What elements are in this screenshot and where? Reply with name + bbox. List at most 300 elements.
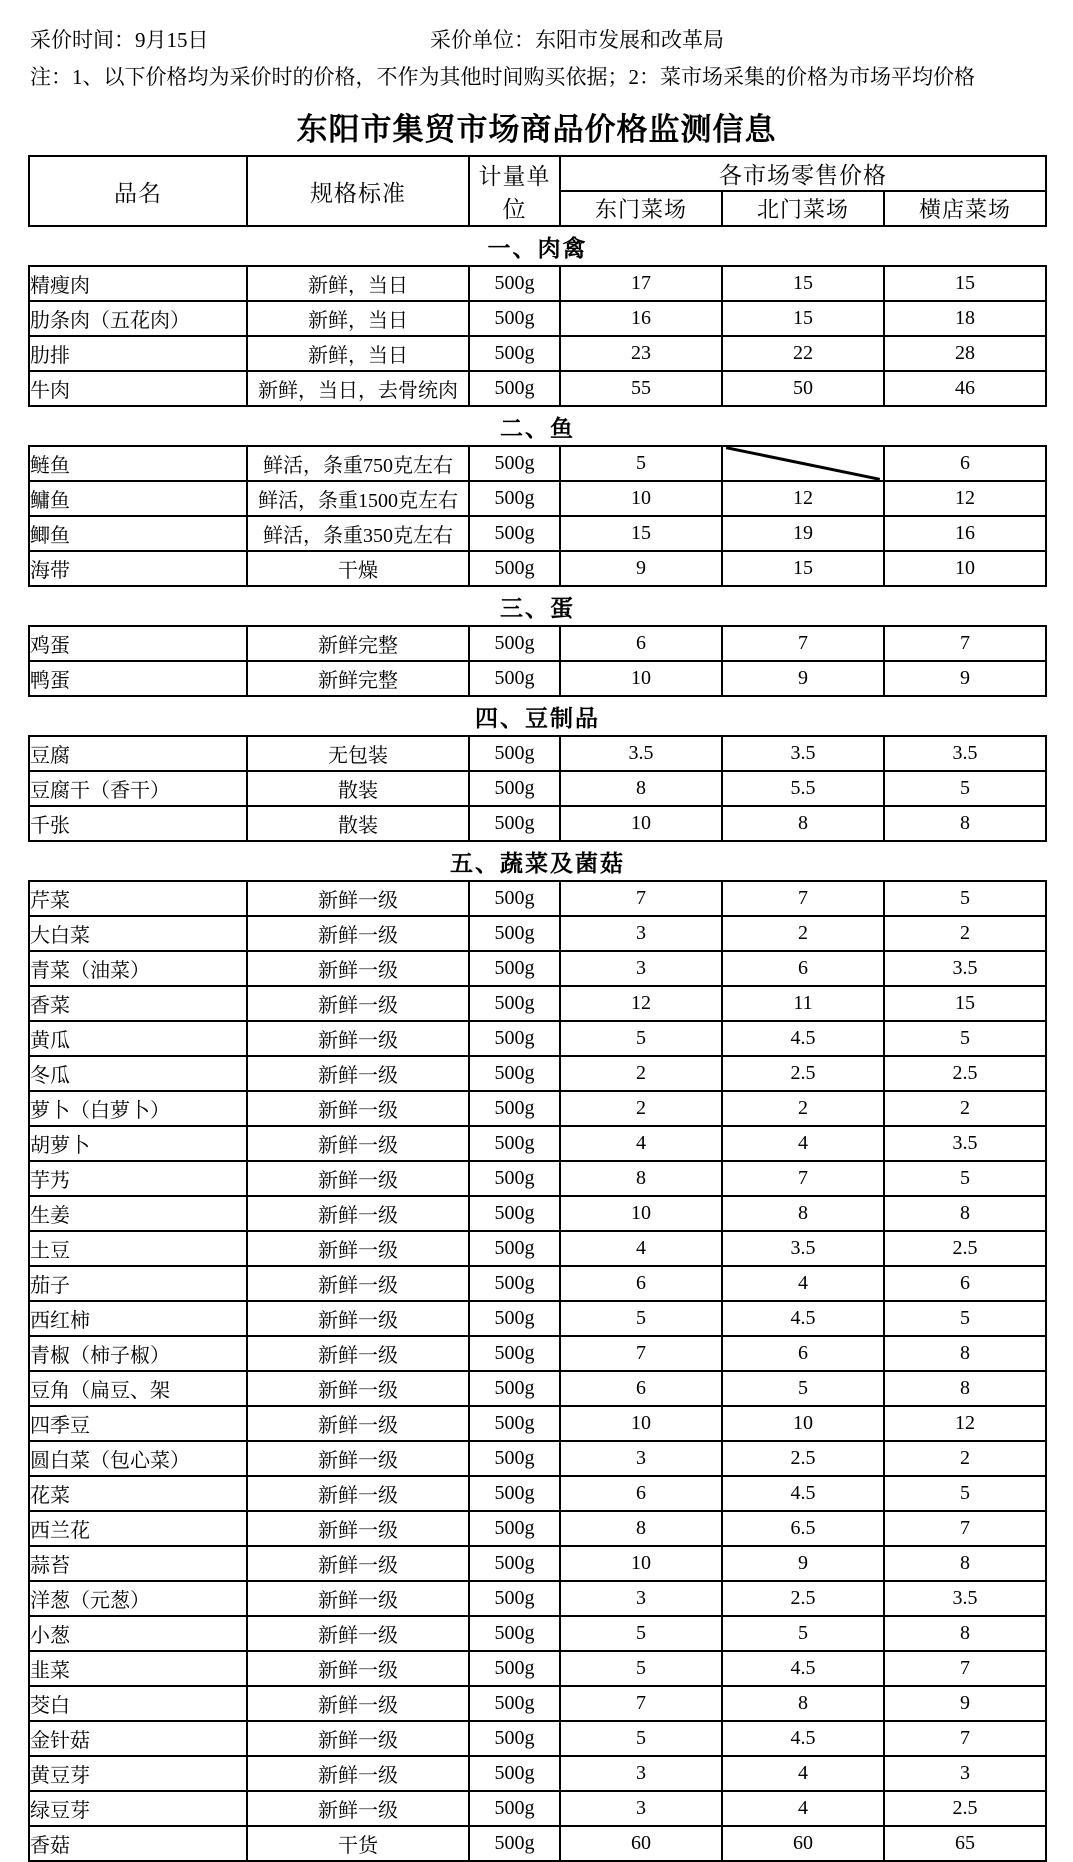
cell-price-beimen: 8 — [722, 806, 884, 841]
cell-item-name: 西兰花 — [29, 1511, 247, 1546]
cell-price-beimen: 4 — [722, 1791, 884, 1826]
cell-price-beimen: 7 — [722, 626, 884, 661]
table-row — [29, 301, 1046, 336]
cell-price-hengdian: 3.5 — [884, 951, 1046, 986]
cell-price-hengdian: 15 — [884, 986, 1046, 1021]
cell-unit: 500g — [469, 1476, 560, 1511]
cell-unit: 500g — [469, 1441, 560, 1476]
cell-item-name: 鸭蛋 — [29, 661, 247, 696]
cell-spec: 新鲜一级 — [247, 1791, 469, 1826]
col-header-market-hengdian: 横店菜场 — [884, 191, 1046, 226]
cell-item-name: 鲢鱼 — [29, 446, 247, 481]
cell-spec: 新鲜一级 — [247, 1336, 469, 1371]
cell-price-dongmen: 7 — [560, 1686, 722, 1721]
cell-item-name: 生姜 — [29, 1196, 247, 1231]
cell-price-beimen: 6.5 — [722, 1511, 884, 1546]
cell-price-dongmen: 5 — [560, 1721, 722, 1756]
cell-unit: 500g — [469, 1791, 560, 1826]
cell-price-dongmen: 5 — [560, 1021, 722, 1056]
cell-price-hengdian: 3.5 — [884, 736, 1046, 771]
section-title: 三、蛋 — [29, 586, 1046, 626]
table-row — [29, 551, 1046, 586]
cell-unit: 500g — [469, 1161, 560, 1196]
table-row — [29, 481, 1046, 516]
cell-spec: 新鲜一级 — [247, 1231, 469, 1266]
section-header-row — [29, 841, 1046, 881]
cell-price-beimen: 4 — [722, 1756, 884, 1791]
col-header-market-beimen: 北门菜场 — [722, 191, 884, 226]
cell-spec: 新鲜一级 — [247, 1511, 469, 1546]
cell-price-dongmen: 12 — [560, 986, 722, 1021]
cell-unit: 500g — [469, 626, 560, 661]
table-row — [29, 1231, 1046, 1266]
table-row — [29, 1476, 1046, 1511]
table-row — [29, 736, 1046, 771]
table-row — [29, 881, 1046, 916]
cell-unit: 500g — [469, 771, 560, 806]
cell-price-hengdian: 2.5 — [884, 1056, 1046, 1091]
table-row — [29, 1371, 1046, 1406]
cell-price-beimen: 4.5 — [722, 1721, 884, 1756]
cell-unit: 500g — [469, 1266, 560, 1301]
cell-item-name: 胡萝卜 — [29, 1126, 247, 1161]
cell-price-beimen: 2 — [722, 916, 884, 951]
cell-unit: 500g — [469, 1371, 560, 1406]
cell-price-beimen: 15 — [722, 266, 884, 301]
cell-price-beimen: 15 — [722, 301, 884, 336]
cell-item-name: 大白菜 — [29, 916, 247, 951]
cell-price-hengdian: 8 — [884, 1546, 1046, 1581]
cell-spec: 新鲜一级 — [247, 1021, 469, 1056]
cell-spec: 新鲜一级 — [247, 1301, 469, 1336]
cell-price-beimen: 7 — [722, 1161, 884, 1196]
cell-price-dongmen: 3 — [560, 1581, 722, 1616]
cell-price-dongmen: 10 — [560, 806, 722, 841]
cell-unit: 500g — [469, 481, 560, 516]
cell-price-dongmen: 3 — [560, 916, 722, 951]
cell-price-beimen: 3.5 — [722, 1231, 884, 1266]
cell-spec: 无包装 — [247, 736, 469, 771]
cell-spec: 鲜活，条重350克左右 — [247, 516, 469, 551]
table-row — [29, 1126, 1046, 1161]
cell-unit: 500g — [469, 1511, 560, 1546]
meta-header-line — [30, 26, 1043, 56]
cell-price-dongmen: 7 — [560, 881, 722, 916]
table-row — [29, 806, 1046, 841]
cell-item-name: 芹菜 — [29, 881, 247, 916]
cell-price-dongmen: 5 — [560, 446, 722, 481]
cell-spec: 干燥 — [247, 551, 469, 586]
cell-price-beimen-no-data — [722, 446, 884, 481]
survey-note: 注：1、以下价格均为采价时的价格，不作为其他时间购买依据；2：菜市场采集的价格为市场平均价格 — [30, 64, 975, 89]
cell-price-dongmen: 2 — [560, 1056, 722, 1091]
table-row — [29, 446, 1046, 481]
cell-unit: 500g — [469, 1196, 560, 1231]
table-row — [29, 1056, 1046, 1091]
cell-unit: 500g — [469, 1581, 560, 1616]
cell-item-name: 芋艿 — [29, 1161, 247, 1196]
cell-price-beimen: 10 — [722, 1406, 884, 1441]
cell-price-beimen: 12 — [722, 481, 884, 516]
table-row — [29, 661, 1046, 696]
cell-price-dongmen: 55 — [560, 371, 722, 406]
table-row — [29, 1511, 1046, 1546]
cell-item-name: 金针菇 — [29, 1721, 247, 1756]
cell-unit: 500g — [469, 1091, 560, 1126]
cell-price-hengdian: 7 — [884, 1511, 1046, 1546]
cell-spec: 新鲜，当日，去骨统肉 — [247, 371, 469, 406]
cell-item-name: 千张 — [29, 806, 247, 841]
cell-spec: 新鲜一级 — [247, 1441, 469, 1476]
cell-price-dongmen: 60 — [560, 1826, 722, 1861]
cell-price-dongmen: 10 — [560, 1196, 722, 1231]
col-header-unit: 计量单位 — [469, 156, 560, 226]
cell-price-hengdian: 15 — [884, 266, 1046, 301]
cell-price-dongmen: 8 — [560, 1161, 722, 1196]
cell-spec: 新鲜一级 — [247, 951, 469, 986]
cell-price-hengdian: 2.5 — [884, 1791, 1046, 1826]
table-header — [29, 156, 1046, 226]
cell-price-dongmen: 10 — [560, 1406, 722, 1441]
table-row — [29, 336, 1046, 371]
cell-price-hengdian: 2 — [884, 1441, 1046, 1476]
cell-unit: 500g — [469, 1686, 560, 1721]
cell-item-name: 精瘦肉 — [29, 266, 247, 301]
table-row — [29, 1546, 1046, 1581]
cell-price-beimen: 4 — [722, 1266, 884, 1301]
cell-unit: 500g — [469, 951, 560, 986]
cell-price-hengdian: 28 — [884, 336, 1046, 371]
cell-price-dongmen: 17 — [560, 266, 722, 301]
cell-price-hengdian: 65 — [884, 1826, 1046, 1861]
cell-spec: 新鲜一级 — [247, 1406, 469, 1441]
cell-item-name: 小葱 — [29, 1616, 247, 1651]
cell-price-hengdian: 5 — [884, 1301, 1046, 1336]
cell-price-beimen: 7 — [722, 881, 884, 916]
table-row — [29, 1336, 1046, 1371]
cell-spec: 新鲜一级 — [247, 986, 469, 1021]
cell-item-name: 香菇 — [29, 1826, 247, 1861]
cell-price-hengdian: 2 — [884, 916, 1046, 951]
cell-unit: 500g — [469, 986, 560, 1021]
cell-unit: 500g — [469, 1056, 560, 1091]
cell-price-dongmen: 8 — [560, 771, 722, 806]
cell-spec: 新鲜一级 — [247, 1476, 469, 1511]
cell-item-name: 西红柿 — [29, 1301, 247, 1336]
cell-spec: 干货 — [247, 1826, 469, 1861]
cell-price-dongmen: 10 — [560, 481, 722, 516]
table-body — [29, 226, 1046, 1861]
cell-unit: 500g — [469, 516, 560, 551]
cell-price-hengdian: 8 — [884, 1336, 1046, 1371]
cell-price-dongmen: 3 — [560, 1756, 722, 1791]
section-header-row — [29, 696, 1046, 736]
cell-item-name: 海带 — [29, 551, 247, 586]
cell-spec: 新鲜一级 — [247, 1616, 469, 1651]
cell-price-dongmen: 8 — [560, 1511, 722, 1546]
cell-unit: 500g — [469, 336, 560, 371]
cell-item-name: 青椒（柿子椒） — [29, 1336, 247, 1371]
cell-spec: 散装 — [247, 771, 469, 806]
cell-item-name: 鲫鱼 — [29, 516, 247, 551]
cell-item-name: 茄子 — [29, 1266, 247, 1301]
cell-price-dongmen: 5 — [560, 1301, 722, 1336]
cell-unit: 500g — [469, 266, 560, 301]
cell-item-name: 香菜 — [29, 986, 247, 1021]
section-title: 四、豆制品 — [29, 696, 1046, 736]
cell-unit: 500g — [469, 661, 560, 696]
cell-unit: 500g — [469, 551, 560, 586]
cell-spec: 新鲜一级 — [247, 1686, 469, 1721]
cell-price-hengdian: 12 — [884, 1406, 1046, 1441]
cell-price-hengdian: 5 — [884, 1161, 1046, 1196]
cell-item-name: 肋排 — [29, 336, 247, 371]
cell-unit: 500g — [469, 371, 560, 406]
cell-spec: 鲜活，条重1500克左右 — [247, 481, 469, 516]
cell-spec: 新鲜，当日 — [247, 336, 469, 371]
cell-unit: 500g — [469, 736, 560, 771]
cell-price-hengdian: 46 — [884, 371, 1046, 406]
cell-spec: 新鲜一级 — [247, 1546, 469, 1581]
cell-item-name: 黄瓜 — [29, 1021, 247, 1056]
cell-price-beimen: 9 — [722, 1546, 884, 1581]
table-row — [29, 1161, 1046, 1196]
table-row — [29, 1196, 1046, 1231]
cell-price-hengdian: 7 — [884, 626, 1046, 661]
cell-spec: 新鲜一级 — [247, 1266, 469, 1301]
cell-price-dongmen: 3 — [560, 951, 722, 986]
table-row — [29, 951, 1046, 986]
cell-item-name: 豆角（扁豆、架 — [29, 1371, 247, 1406]
cell-price-beimen: 60 — [722, 1826, 884, 1861]
cell-price-dongmen: 4 — [560, 1126, 722, 1161]
table-row — [29, 516, 1046, 551]
cell-price-hengdian: 3.5 — [884, 1126, 1046, 1161]
cell-price-beimen: 6 — [722, 951, 884, 986]
cell-price-hengdian: 6 — [884, 1266, 1046, 1301]
cell-spec: 新鲜一级 — [247, 1126, 469, 1161]
cell-unit: 500g — [469, 1651, 560, 1686]
col-header-name: 品名 — [29, 156, 247, 226]
cell-price-hengdian: 10 — [884, 551, 1046, 586]
cell-price-dongmen: 6 — [560, 1371, 722, 1406]
cell-price-hengdian: 8 — [884, 1196, 1046, 1231]
page-title: 东阳市集贸市场商品价格监测信息 — [296, 112, 777, 149]
col-header-price-group: 各市场零售价格 — [560, 156, 1046, 191]
table-row — [29, 1721, 1046, 1756]
cell-spec: 新鲜，当日 — [247, 266, 469, 301]
cell-price-beimen: 4.5 — [722, 1301, 884, 1336]
cell-unit: 500g — [469, 1721, 560, 1756]
cell-price-dongmen: 5 — [560, 1616, 722, 1651]
cell-price-beimen: 3.5 — [722, 736, 884, 771]
cell-price-hengdian: 12 — [884, 481, 1046, 516]
cell-price-beimen: 2.5 — [722, 1441, 884, 1476]
cell-spec: 新鲜一级 — [247, 1196, 469, 1231]
section-header-row — [29, 226, 1046, 266]
cell-item-name: 韭菜 — [29, 1651, 247, 1686]
cell-item-name: 土豆 — [29, 1231, 247, 1266]
section-header-row — [29, 406, 1046, 446]
cell-spec: 新鲜一级 — [247, 1056, 469, 1091]
price-table-container — [0, 155, 1073, 1862]
table-row — [29, 771, 1046, 806]
section-title: 五、蔬菜及菌菇 — [29, 841, 1046, 881]
cell-unit: 500g — [469, 1231, 560, 1266]
col-header-market-dongmen: 东门菜场 — [560, 191, 722, 226]
cell-spec: 新鲜一级 — [247, 1161, 469, 1196]
survey-time: 采价时间：9月15日 — [30, 28, 209, 52]
cell-item-name: 花菜 — [29, 1476, 247, 1511]
cell-price-beimen: 2.5 — [722, 1056, 884, 1091]
table-row — [29, 1441, 1046, 1476]
cell-price-beimen: 9 — [722, 661, 884, 696]
cell-spec: 鲜活，条重750克左右 — [247, 446, 469, 481]
table-row — [29, 266, 1046, 301]
cell-price-beimen: 11 — [722, 986, 884, 1021]
table-row — [29, 1266, 1046, 1301]
cell-unit: 500g — [469, 1546, 560, 1581]
cell-price-hengdian: 5 — [884, 771, 1046, 806]
cell-item-name: 四季豆 — [29, 1406, 247, 1441]
cell-item-name: 洋葱（元葱） — [29, 1581, 247, 1616]
cell-spec: 新鲜一级 — [247, 916, 469, 951]
cell-item-name: 鸡蛋 — [29, 626, 247, 661]
table-row — [29, 1406, 1046, 1441]
diagonal-slash-icon — [723, 447, 883, 480]
table-row — [29, 1826, 1046, 1861]
cell-price-beimen: 4.5 — [722, 1651, 884, 1686]
cell-price-dongmen: 3 — [560, 1791, 722, 1826]
cell-unit: 500g — [469, 446, 560, 481]
section-title: 二、鱼 — [29, 406, 1046, 446]
table-row — [29, 1581, 1046, 1616]
cell-price-dongmen: 16 — [560, 301, 722, 336]
cell-spec: 新鲜一级 — [247, 881, 469, 916]
table-row — [29, 626, 1046, 661]
cell-item-name: 黄豆芽 — [29, 1756, 247, 1791]
cell-price-hengdian: 5 — [884, 1021, 1046, 1056]
cell-spec: 新鲜一级 — [247, 1651, 469, 1686]
cell-item-name: 茭白 — [29, 1686, 247, 1721]
cell-unit: 500g — [469, 1826, 560, 1861]
cell-price-hengdian: 6 — [884, 446, 1046, 481]
cell-price-beimen: 2.5 — [722, 1581, 884, 1616]
table-row — [29, 1616, 1046, 1651]
table-row — [29, 371, 1046, 406]
cell-item-name: 豆腐 — [29, 736, 247, 771]
cell-item-name: 蒜苔 — [29, 1546, 247, 1581]
cell-price-beimen: 4.5 — [722, 1021, 884, 1056]
col-header-spec: 规格标准 — [247, 156, 469, 226]
cell-spec: 新鲜，当日 — [247, 301, 469, 336]
cell-unit: 500g — [469, 1336, 560, 1371]
cell-price-hengdian: 3 — [884, 1756, 1046, 1791]
cell-price-dongmen: 6 — [560, 1266, 722, 1301]
table-row — [29, 1756, 1046, 1791]
cell-price-dongmen: 10 — [560, 1546, 722, 1581]
cell-price-hengdian: 8 — [884, 1371, 1046, 1406]
cell-price-beimen: 8 — [722, 1196, 884, 1231]
cell-spec: 新鲜完整 — [247, 661, 469, 696]
cell-price-beimen: 5 — [722, 1616, 884, 1651]
cell-unit: 500g — [469, 1126, 560, 1161]
cell-price-beimen: 5 — [722, 1371, 884, 1406]
cell-item-name: 圆白菜（包心菜） — [29, 1441, 247, 1476]
table-row — [29, 1791, 1046, 1826]
cell-unit: 500g — [469, 1021, 560, 1056]
table-row — [29, 1091, 1046, 1126]
table-row — [29, 1651, 1046, 1686]
cell-item-name: 绿豆芽 — [29, 1791, 247, 1826]
cell-price-hengdian: 2 — [884, 1091, 1046, 1126]
cell-spec: 新鲜一级 — [247, 1091, 469, 1126]
table-row — [29, 1301, 1046, 1336]
cell-price-beimen: 19 — [722, 516, 884, 551]
cell-price-dongmen: 23 — [560, 336, 722, 371]
cell-price-hengdian: 8 — [884, 1616, 1046, 1651]
cell-price-dongmen: 3.5 — [560, 736, 722, 771]
table-row — [29, 1021, 1046, 1056]
cell-unit: 500g — [469, 1616, 560, 1651]
table-row — [29, 986, 1046, 1021]
cell-price-beimen: 15 — [722, 551, 884, 586]
cell-unit: 500g — [469, 916, 560, 951]
table-header-row-1 — [29, 156, 1046, 191]
cell-price-hengdian: 8 — [884, 806, 1046, 841]
cell-spec: 新鲜完整 — [247, 626, 469, 661]
cell-spec: 散装 — [247, 806, 469, 841]
cell-spec: 新鲜一级 — [247, 1721, 469, 1756]
cell-unit: 500g — [469, 1406, 560, 1441]
cell-price-beimen: 5.5 — [722, 771, 884, 806]
cell-price-hengdian: 9 — [884, 1686, 1046, 1721]
cell-spec: 新鲜一级 — [247, 1756, 469, 1791]
cell-unit: 500g — [469, 301, 560, 336]
table-row — [29, 1686, 1046, 1721]
cell-item-name: 豆腐干（香干） — [29, 771, 247, 806]
cell-price-dongmen: 5 — [560, 1651, 722, 1686]
cell-item-name: 萝卜（白萝卜） — [29, 1091, 247, 1126]
table-row — [29, 916, 1046, 951]
cell-price-dongmen: 15 — [560, 516, 722, 551]
cell-price-beimen: 22 — [722, 336, 884, 371]
cell-unit: 500g — [469, 1301, 560, 1336]
document-meta — [0, 0, 1073, 92]
cell-price-hengdian: 2.5 — [884, 1231, 1046, 1266]
cell-price-dongmen: 4 — [560, 1231, 722, 1266]
cell-price-hengdian: 3.5 — [884, 1581, 1046, 1616]
cell-price-beimen: 2 — [722, 1091, 884, 1126]
cell-item-name: 肋条肉（五花肉） — [29, 301, 247, 336]
cell-price-hengdian: 7 — [884, 1651, 1046, 1686]
cell-item-name: 牛肉 — [29, 371, 247, 406]
cell-price-dongmen: 3 — [560, 1441, 722, 1476]
cell-price-beimen: 50 — [722, 371, 884, 406]
cell-spec: 新鲜一级 — [247, 1371, 469, 1406]
cell-spec: 新鲜一级 — [247, 1581, 469, 1616]
cell-price-dongmen: 6 — [560, 1476, 722, 1511]
cell-price-dongmen: 6 — [560, 626, 722, 661]
cell-unit: 500g — [469, 881, 560, 916]
section-header-row — [29, 586, 1046, 626]
cell-unit: 500g — [469, 806, 560, 841]
cell-price-beimen: 8 — [722, 1686, 884, 1721]
cell-price-dongmen: 10 — [560, 661, 722, 696]
cell-price-hengdian: 5 — [884, 881, 1046, 916]
cell-price-hengdian: 18 — [884, 301, 1046, 336]
cell-price-beimen: 4.5 — [722, 1476, 884, 1511]
